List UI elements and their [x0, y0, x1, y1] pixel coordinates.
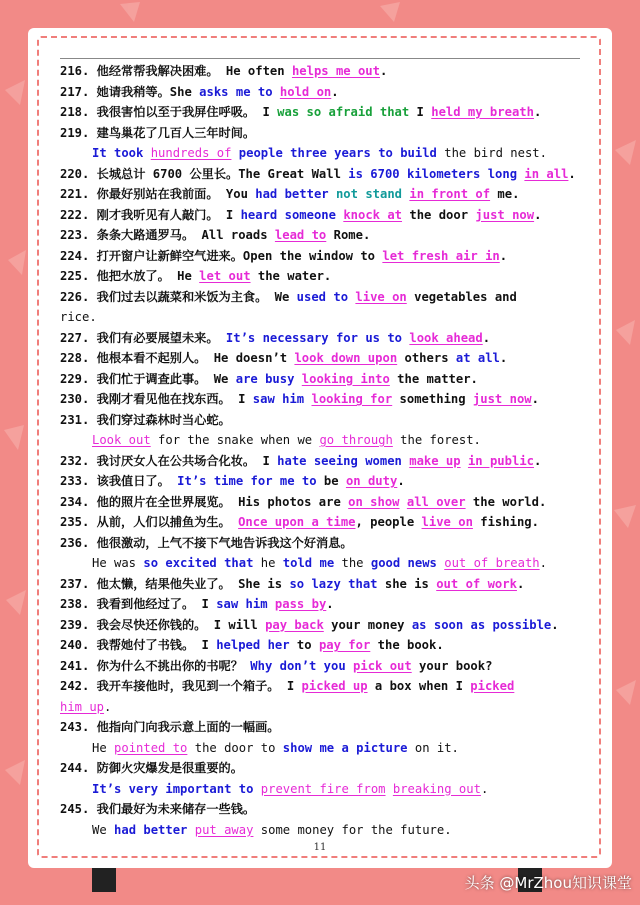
text-segment: to [289, 638, 319, 652]
text-segment: We [92, 822, 115, 837]
text-segment: just now [475, 207, 535, 222]
text-segment: so excited that [143, 556, 254, 570]
text-segment: your money [323, 617, 412, 632]
text-segment: some money for the future. [253, 822, 452, 837]
text-segment: 223. 条条大路通罗马。 All roads [60, 228, 275, 242]
sentence-line [60, 287, 585, 308]
sentence-line [60, 574, 585, 595]
text-segment: go through [319, 433, 393, 447]
watermark: 头条 @MrZhou知识课堂 [464, 874, 632, 892]
text-segment: the forest. [392, 433, 481, 447]
text-segment: Why don’t you [250, 658, 346, 673]
text-segment: had better [114, 822, 188, 837]
text-segment: held my breath [431, 105, 534, 119]
sentence-line [60, 615, 585, 636]
text-segment: the door [402, 207, 476, 222]
text-segment: are busy [235, 371, 295, 386]
text-segment: 237. 他太懒，结果他失业了。 She is [60, 576, 290, 591]
text-segment: let out [199, 269, 251, 283]
sentence-line [60, 164, 585, 185]
text-segment: he [253, 556, 283, 570]
text-segment: . [516, 576, 525, 591]
text-segment: 243. 他指向门向我示意上面的一幅画。 [60, 720, 280, 734]
text-segment: a box when I [367, 679, 471, 693]
sentence-line [60, 656, 585, 677]
text-segment: knock at [343, 207, 403, 222]
text-segment: heard someone [240, 207, 336, 222]
text-segment: . [397, 474, 405, 488]
text-segment: as soon as possible [411, 617, 552, 632]
text-segment: 235. 从前，人们以捕鱼为生。 [60, 515, 239, 529]
text-segment: pay back [265, 617, 324, 632]
text-segment [143, 146, 150, 160]
text-segment: 234. 他的照片在全世界展览。 His photos are [60, 494, 349, 509]
text-segment: 233. 该我值日了。 [60, 474, 178, 488]
text-segment: 244. 防御火灾爆发是很重要的。 [60, 761, 243, 775]
sentence-line [60, 143, 585, 164]
sentence-line [60, 225, 585, 246]
text-segment: lead to [274, 228, 327, 242]
text-segment: on duty [345, 474, 398, 488]
text-segment: live on [355, 289, 407, 304]
text-segment: It took [92, 146, 144, 160]
sentence-line [60, 635, 585, 656]
text-segment: 242. 我开车接他时，我见到一个箱子。 I [60, 679, 302, 693]
sentence-line [60, 512, 585, 533]
top-rule [60, 58, 580, 59]
text-segment: pick out [353, 658, 412, 673]
text-segment: 240. 我帮她付了书钱。 I [60, 638, 217, 652]
text-segment [231, 146, 238, 160]
text-segment: look down upon [294, 351, 398, 365]
sentence-line [60, 369, 585, 390]
text-segment [268, 597, 275, 611]
text-segment: out of work [436, 576, 517, 591]
text-segment: people three years to build [238, 146, 437, 160]
text-segment: Rome. [326, 228, 371, 242]
text-segment: 217. 她请我稍等。She [60, 84, 200, 99]
text-segment: 230. 我刚才看见他在找东西。 I [60, 392, 253, 406]
sentence-line [60, 779, 585, 800]
sentence-line [60, 328, 585, 349]
text-segment: all over [406, 494, 466, 509]
text-segment: for the snake when we [150, 433, 320, 447]
text-segment: in front of [409, 187, 491, 201]
text-segment: pay for [318, 638, 371, 652]
text-segment: 239. 我会尽快还你钱的。 I will [60, 617, 266, 632]
sentence-line [60, 492, 585, 513]
sentence-line [60, 697, 585, 718]
text-segment: the world. [465, 494, 547, 509]
text-segment: so lazy that [289, 576, 378, 591]
text-segment: Look out [92, 433, 151, 447]
text-segment: rice. [60, 310, 97, 324]
text-segment: prevent fire from [260, 781, 386, 796]
text-segment: 241. 你为什么不挑出你的书呢？ [60, 658, 251, 673]
sentence-line [60, 246, 585, 267]
sentence-line [60, 799, 585, 820]
text-segment: the matter. [389, 371, 478, 386]
sentence-line [60, 738, 585, 759]
text-segment: . [551, 617, 559, 632]
text-segment: fishing. [472, 515, 539, 529]
text-segment: . [568, 166, 576, 181]
text-segment: is 6700 kilometers long [348, 166, 518, 181]
text-segment [329, 187, 336, 201]
text-segment: at all [455, 351, 500, 365]
text-segment: . [482, 330, 491, 345]
text-segment [187, 823, 194, 837]
sentence-line [60, 451, 585, 472]
text-segment: in all [524, 166, 569, 181]
text-segment: something [392, 392, 473, 406]
text-segment: let fresh air in [382, 248, 500, 263]
text-segment: the book. [370, 638, 444, 652]
text-segment: helped her [216, 638, 290, 652]
text-segment: on it. [407, 740, 459, 755]
text-segment: . [104, 699, 112, 714]
text-segment: He [92, 740, 115, 755]
text-segment: . [539, 556, 547, 570]
text-segment: looking into [301, 371, 390, 386]
sentence-line [60, 430, 585, 451]
text-segment [273, 85, 280, 99]
text-segment: hold on [279, 84, 332, 99]
text-segment: good news [370, 556, 437, 570]
sentence-line [60, 205, 585, 226]
text-segment: . [534, 453, 542, 468]
text-segment: Once upon a time [238, 515, 356, 529]
sentence-line [60, 758, 585, 779]
sentence-line [60, 533, 585, 554]
text-segment: 231. 我们穿过森林时当心蛇。 [60, 412, 231, 427]
page-number: 11 [313, 842, 327, 853]
text-segment: pass by [274, 597, 327, 611]
text-segment: hundreds of [150, 146, 232, 160]
text-segment: put away [194, 822, 254, 837]
text-segment: . [533, 105, 542, 119]
sentence-line [60, 717, 585, 738]
text-segment: 216. 他经常帮我解决困难。 He often [60, 64, 292, 78]
text-segment: pointed to [114, 740, 188, 755]
text-segment: . [331, 84, 339, 99]
text-segment: 225. 他把水放了。 He [60, 269, 200, 283]
text-segment [400, 495, 407, 509]
text-segment: the [334, 556, 371, 570]
text-segment: show me a picture [282, 740, 408, 755]
text-segment: look ahead [409, 330, 483, 345]
text-segment: It’s very important to [92, 781, 254, 796]
sentence-line [60, 266, 585, 287]
text-segment: picked up [301, 679, 368, 693]
sentence-line [60, 307, 585, 328]
text-segment [294, 372, 301, 386]
text-segment: 218. 我很害怕以至于我屏住呼吸。 I [60, 105, 278, 119]
text-segment: make up [409, 453, 461, 468]
text-segment: helps me out [291, 64, 380, 78]
text-segment: him up [60, 699, 105, 714]
text-segment: live on [421, 515, 473, 529]
text-segment: saw him [216, 597, 268, 611]
text-segment: He was [92, 556, 144, 570]
board-leg-left [92, 868, 116, 892]
text-segment: the water. [250, 269, 332, 283]
text-segment: vegetables and [406, 289, 517, 304]
text-segment: 222. 刚才我听见有人敲门。 I [60, 207, 241, 222]
sentence-line [60, 184, 585, 205]
text-segment: 245. 我们最好为未来储存一些钱。 [60, 802, 256, 816]
text-segment [461, 454, 468, 468]
text-segment: asks me to [199, 84, 273, 99]
text-segment: saw him [252, 392, 305, 406]
text-segment: in public [467, 453, 534, 468]
sentence-line [60, 389, 585, 410]
sentence-line [60, 820, 585, 841]
text-segment: breaking out [392, 781, 481, 796]
text-segment: hate seeing women [277, 453, 402, 468]
text-segment: the bird nest. [436, 146, 547, 160]
text-segment: not stand [335, 187, 403, 201]
text-segment: . [534, 207, 542, 222]
text-segment: . [480, 781, 489, 796]
text-segment [253, 782, 260, 796]
text-segment: It’s time for me to [177, 474, 317, 488]
text-segment: . [499, 351, 508, 365]
text-segment: told me [282, 556, 335, 570]
sentence-list [60, 61, 585, 840]
text-segment [386, 782, 393, 796]
text-segment: 238. 我看到他经过了。 I [60, 597, 217, 611]
text-segment: be [316, 474, 346, 488]
text-segment: It’s necessary for us to [225, 330, 403, 345]
text-segment: used to [296, 289, 349, 304]
text-segment: on show [348, 494, 400, 509]
text-segment [346, 659, 353, 673]
sentence-line [60, 553, 585, 574]
text-segment: she is [377, 576, 437, 591]
text-segment: 219. 建鸟巢花了几百人三年时间。 [60, 125, 256, 140]
text-segment: looking for [311, 392, 393, 406]
text-segment: 236. 他很激动，上气不接下气地告诉我这个好消息。 [60, 535, 353, 550]
text-segment: out of breath [444, 556, 540, 570]
text-segment: me. [490, 187, 520, 201]
text-segment: others [397, 351, 456, 365]
text-segment: 221. 你最好别站在我前面。 You [60, 187, 256, 201]
sentence-line [60, 102, 585, 123]
text-segment: 224. 打开窗户让新鲜空气进来。Open the window to [60, 248, 383, 263]
text-segment: 229. 我们忙于调查此事。 We [60, 371, 236, 386]
text-segment: your book? [411, 658, 493, 673]
text-segment: I [409, 105, 432, 119]
text-segment: . [326, 597, 334, 611]
sentence-line [60, 676, 585, 697]
sentence-line [60, 348, 585, 369]
text-segment: . [499, 248, 508, 263]
sentence-line [60, 82, 585, 103]
text-segment: 227. 我们有必要展望未来。 [60, 330, 226, 345]
text-segment: 228. 他根本看不起别人。 He doesn’t [60, 351, 295, 365]
sentence-line [60, 410, 585, 431]
text-segment: the door to [187, 740, 283, 755]
sentence-line [60, 123, 585, 144]
sentence-line [60, 594, 585, 615]
text-segment: 226. 我们过去以蔬菜和米饭为主食。 We [60, 289, 297, 304]
text-segment: just now [472, 392, 532, 406]
text-segment: was so afraid that [277, 105, 410, 119]
sentence-line [60, 61, 585, 82]
text-segment: 232. 我讨厌女人在公共场合化妆。 I [60, 453, 278, 468]
sentence-line [60, 471, 585, 492]
text-segment: picked [470, 679, 515, 693]
text-segment: . [531, 392, 539, 406]
text-segment: had better [255, 187, 329, 201]
text-segment: . [380, 64, 388, 78]
text-segment: 220. 长城总计 6700 公里长。The Great Wall [60, 166, 349, 181]
text-segment: , people [355, 515, 422, 529]
